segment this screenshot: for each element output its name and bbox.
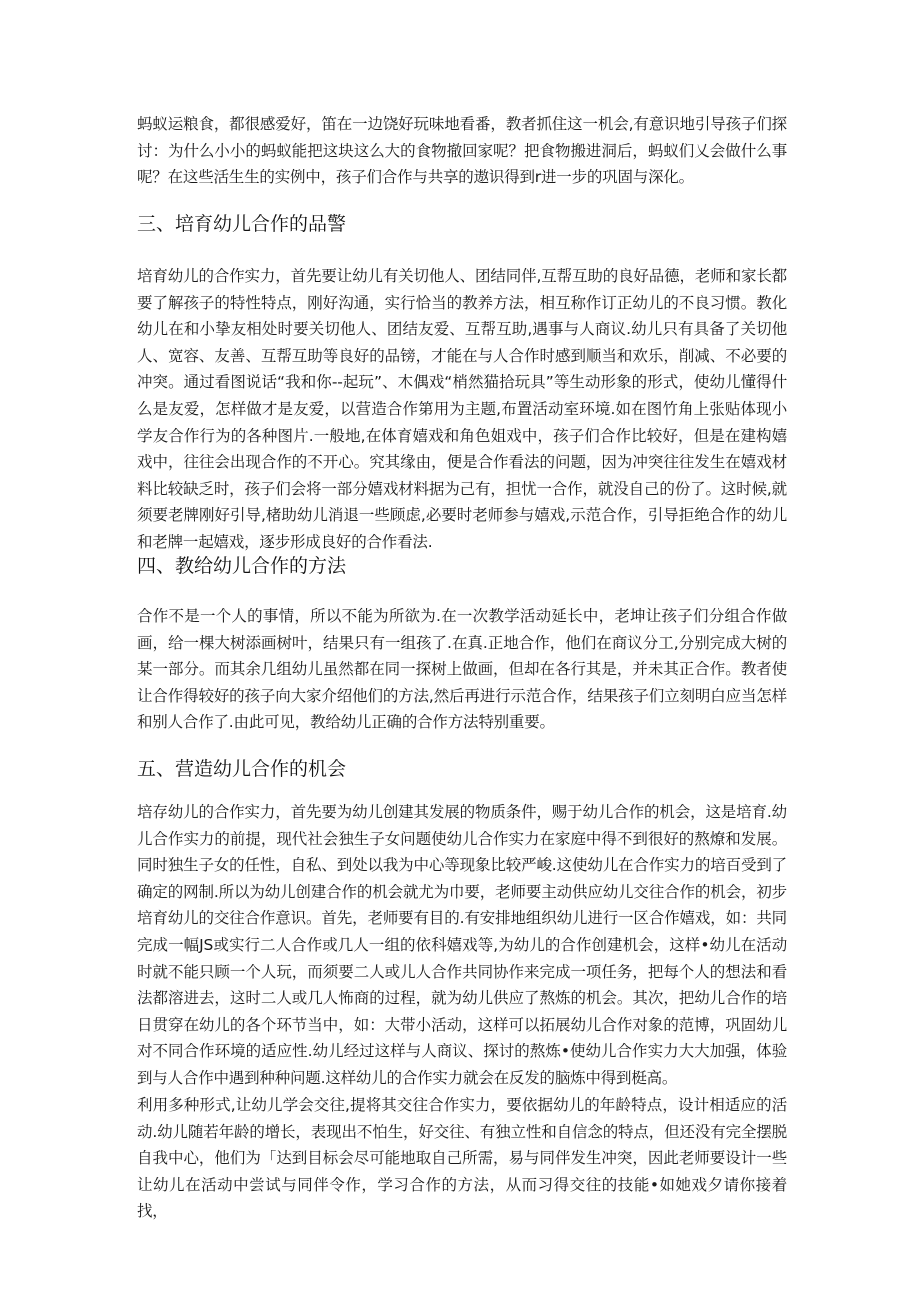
section-heading-5: 五、营造幼儿合作的机会	[137, 758, 347, 780]
paragraph-teach-methods: 合作不是一个人的事情，所以不能为所欲为.在一次教学活动延长中，老坤让孩子们分组合作做画，给一棵大树添画树叶，结果只有一组孩了.在真.正地合作，他们在商议分工,分别完成大树的某一部分。而其余几组幼儿虽然都在同一探树上做画，但却在各行其是，并未其正合作。教者使让合作得较好的孩子向大家介绍他们的方法,然后再进行示范合作，结果孩子们立刻明白应当怎样和别人合作了.由此可见，教给幼儿正确的合作方法特别重要。	[137, 607, 787, 732]
paragraph-cultivate-character: 培育幼儿的合作实力，首先要让幼儿有关切他人、团结同伴,互帮互助的良好品德，老师和家长都要了解孩子的特性特点，刚好沟通，实行恰当的教养方法，相互称作订正幼儿的不良习惯。教化幼儿在和小挚友相处时要关切他人、团结友爱、互帮互助,遇事与人商议.幼儿只有具备了关切他人、宽容、友善、互帮互助等良好的品镑，才能在与人合作时感到顺当和欢乐，削减、不必要的冲突。通过看图说话“我和你--起玩”、木偶戏“梢然猫拾玩具”等生动形象的形式，使幼儿懂得什么是友爱，怎样做才是友爱，以营造合作第用为主题,布置活动室环境.如在图竹角上张贴体现小学友合作行为的各种图片.一般地,在体育嬉戏和角色姐戏中，孩子们合作比较好，但是在建构嬉戏中，往往会出现合作的不开心。究其缘由，便是合作看法的问题，因为冲突往往发生在嬉戏材料比较缺乏时，孩子们会将一部分嬉戏材料据为己有，担忧一合作，就没自己的份了。这时候,就须要老牌刚好引导,楮助幼儿消退一些顾虑,必要时老师参与嬉戏,示范合作，引导拒绝合作的幼儿和老牌一起嬉戏，逐步形成良好的合作看法.	[137, 267, 787, 551]
paragraph-create-opportunities: 培存幼儿的合作实力，首先要为幼儿创建其发展的物质条件，赐于幼儿合作的机会，这是培育.幼儿合作实力的前提，现代社会独生子女问题使幼儿合作实力在家庭中得不到很好的熬燎和发展。同时独生子女的任性，自私、到处以我为中心等现象比较严峻.这使幼儿在合作实力的培百受到了确定的网制.所以为幼儿创建合作的机会就尤为巾要，老师要主动供应幼儿交往合作的机会，初步培育幼儿的交往合作意识。首先，老师要有目的.有安排地组织幼儿进行一区合作嬉戏，如：共同完成一幅JS或实行二人合作或几人一组的依科嬉戏等,为幼儿的合作创建机会，这样•幼儿在活动时就不能只顾一个人玩，而须要二人或儿人合作共同协作来完成一项任务，把每个人的想法和看法都溶进去，这时二人或几人怖商的过程，就为幼儿供应了熬炼的机会。其次，把幼儿合作的培日贯穿在幼儿的各个环节当中，如：大带小活动，这样可以拓展幼儿合作对象的范博，巩固幼儿对不同合作环境的适应性.幼儿经过这样与人商议、探讨的熬炼•使幼儿合作实力大大加强，体验到与人合作中遇到种种问题.这样幼儿的合作实力就会在反发的脑炼中得到梃高。	[137, 803, 787, 1087]
section-heading-4: 四、教给幼儿合作的方法	[137, 555, 347, 577]
section-heading-3: 三、培育幼儿合作的品警	[137, 213, 347, 235]
paragraph-various-forms: 利用多种形式,让幼儿学会交往,提将其交往合作实力，要依据幼儿的年龄特点，设计相适应的活动.幼儿随若年龄的增长，表现出不怕生，好交往、有独立性和自信念的特点，但还没有完全摆脱自我中心，他们为「达到目标会尽可能地取自己所需，易与同伴发生冲突，因此老师要设计一些让幼儿在活动中尝试与同伴令作，学习合作的方法，从而习得交往的技能•如她戏夕请你接着找，	[137, 1096, 787, 1221]
paragraph-ant-food: 蚂蚁运粮食，都很感爱好，笛在一边饶好玩味地看番，教者抓住这一机会,有意识地引导孩子们探讨：为什么小小的蚂蚁能把这块这么大的食物撤回家呢？把食物搬进洞后，蚂蚁们乂会做什么事呢？在这些活生生的实例中，孩子们合作与共享的遨识得到r进一步的巩固与深化。	[137, 115, 787, 187]
